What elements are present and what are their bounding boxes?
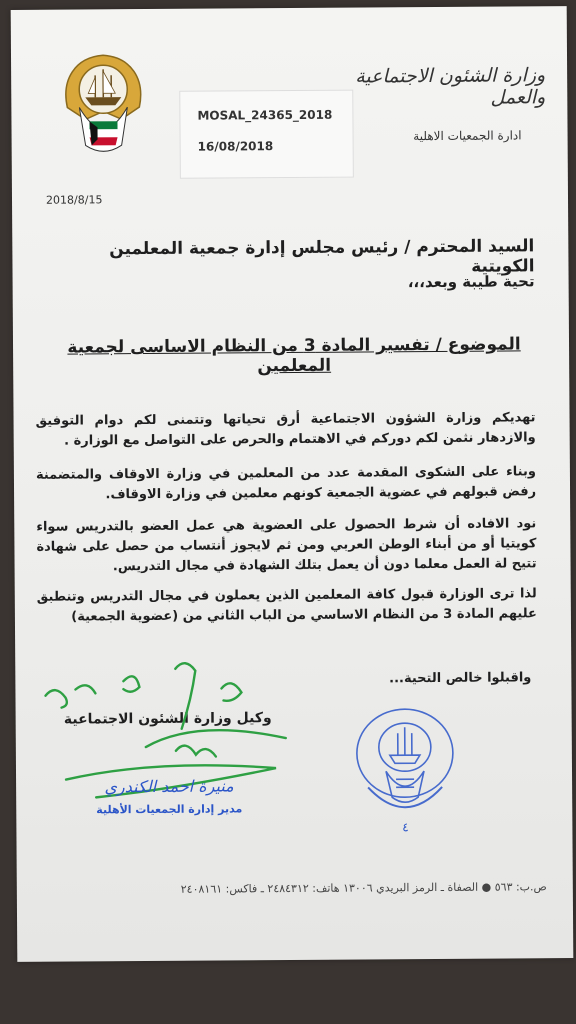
kuwait-emblem-icon xyxy=(55,49,152,170)
letter-page xyxy=(11,6,574,962)
svg-text:٤: ٤ xyxy=(402,820,409,835)
salutation: السيد المحترم / رئيس مجلس إدارة جمعية المعلمين الكويتية xyxy=(109,236,535,277)
subject-line: الموضوع / تفسير المادة 3 من النظام الاساسى لجمعية المعلمين xyxy=(67,334,521,377)
ministry-name: وزارة الشئون الاجتماعية والعمل xyxy=(355,64,546,109)
deputy-title: وكيل وزارة الشئون الاجتماعية xyxy=(63,710,272,728)
body-paragraph: نود الافاده أن شرط الحصول على العضوية هي عمل العضو بالتدريس سواء كويتيا أو من أبناء الوطن العربي ومن ثم لايجوز أنتساب من حصل على شهادة تتيح لة العمل معلما دون أن يعمل بتلك الشهادة في مجال التدريس. xyxy=(36,516,537,575)
body-paragraph: لذا ترى الوزارة قبول كافة المعلمين الذين يعملون في مجال التدريس وتنطبق عليهم المادة 3 من النظام الاساسي من الباب الثاني من (عضوية الجمعية) xyxy=(36,586,537,625)
greeting: تحية طيبة وبعد،،، xyxy=(407,272,535,292)
ministry-seal-icon xyxy=(345,697,464,838)
body-paragraph: تهديكم وزارة الشؤون الاجتماعية أرق تحياتها وتتمنى لكم دوام التوفيق والازدهار نثمن لكم دوركم في الاهتمام والحرص على التواصل مع الوزارة . xyxy=(35,410,536,449)
signatory-name: منيرة احمد الكندري xyxy=(104,776,234,797)
body-paragraph: وبناء على الشكوى المقدمة عدد من المعلمين في وزارة الاوقاف والمتضمنة رفض قبولهم في عضوية الجمعية كونهم معلمين في وزارة الاوقاف. xyxy=(35,464,537,503)
closing-line: واقبلوا خالص التحية... xyxy=(389,670,532,687)
stamp-date: 16/08/2018 xyxy=(197,139,274,154)
received-stamp xyxy=(179,90,354,179)
department-name: ادارة الجمعيات الاهلية xyxy=(413,128,522,144)
stamp-reference: MOSAL_24365_2018 xyxy=(197,107,333,123)
footer-address: ص.ب: ٥٦٣ ● الصفاة ـ الرمز البريدي ١٣٠٠٦ هاتف: ٢٤٨٤٣١٢ ـ فاكس: ٢٤٠٨١٦١ xyxy=(180,880,547,896)
letter-date: 2018/8/15 xyxy=(45,193,103,207)
signatory-title: مدير إدارة الجمعيات الأهلية xyxy=(96,802,243,817)
